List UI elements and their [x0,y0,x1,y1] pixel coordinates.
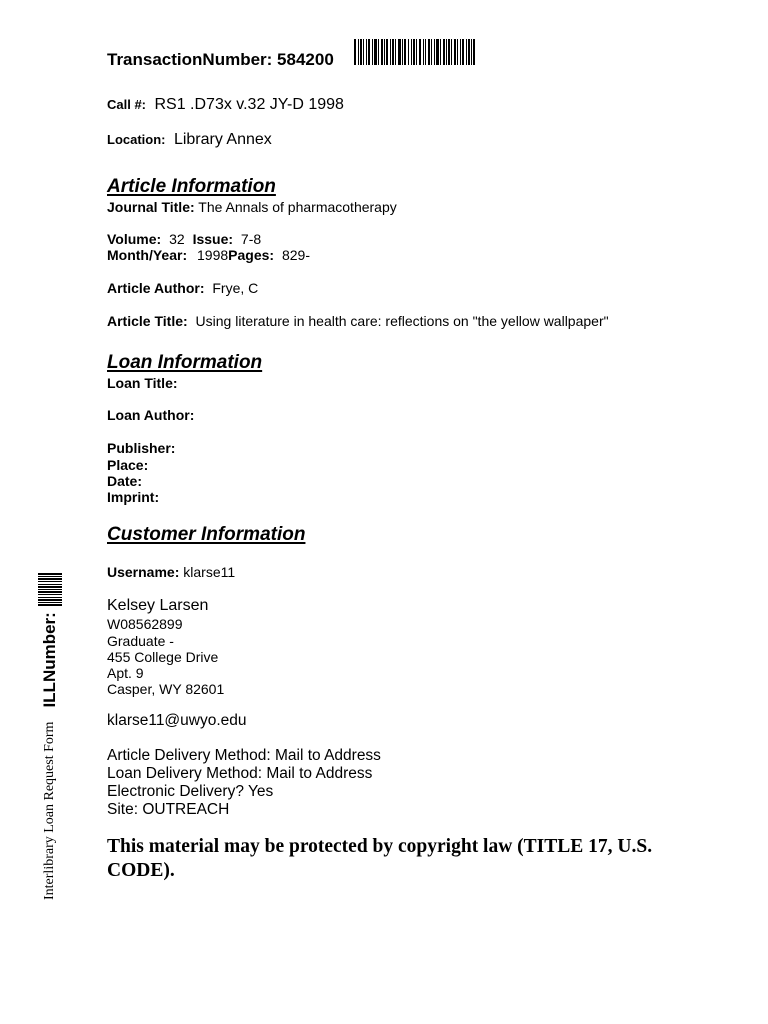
barcode-bar [38,591,62,593]
volume-issue-line [107,231,261,247]
barcode-bar [38,576,62,577]
barcode-bar [446,39,447,65]
barcode-bar [404,39,406,65]
article-title-line [107,313,609,329]
copyright-notice: This material may be protected by copyright law (TITLE 17, U.S. CODE). [107,836,653,881]
loan-delivery-method: Loan Delivery Method: Mail to Address [107,765,373,782]
barcode-bar [416,39,417,65]
barcode-bar [413,39,415,65]
transaction-barcode [354,39,516,65]
barcode-bar [38,594,62,595]
location-label: Location: [107,132,166,147]
customer-name: Kelsey Larsen [107,597,209,614]
article-author-label: Article Author: [107,280,205,296]
customer-email: klarse11@uwyo.edu [107,712,247,729]
barcode-bar [395,39,396,65]
address-line-2: Apt. 9 [107,665,144,681]
article-title-label: Article Title: [107,313,188,329]
barcode-bar [457,39,458,65]
barcode-bar [451,39,452,65]
barcode-bar [466,39,467,65]
publisher-label: Publisher: [107,440,176,456]
pages-value: 829- [281,247,311,263]
barcode-bar [363,39,364,65]
call-label: Call #: [107,97,147,112]
barcode-bar [390,39,391,65]
month-year-pages-line [107,247,310,263]
barcode-bar [38,604,62,606]
barcode-bar [384,39,385,65]
address-line-3: Casper, WY 82601 [107,681,225,697]
barcode-bar [473,39,475,65]
article-information-heading: Article Information [107,176,276,197]
month-year-value: 1998 [197,247,229,263]
barcode-bar [378,39,379,65]
customer-information-heading: Customer Information [107,524,306,545]
barcode-bar [38,584,62,585]
loan-information-heading: Loan Information [107,352,263,373]
username-label: Username: [107,564,180,580]
barcode-bar [38,578,62,580]
pages-label: Pages: [228,247,275,263]
barcode-bar [392,39,394,65]
volume-label: Volume: [107,231,162,247]
barcode-bar [428,39,430,65]
ill-number-barcode [38,570,62,606]
article-delivery-method: Article Delivery Method: Mail to Address [107,747,381,764]
volume-value: 32 [169,231,185,247]
username-value: klarse11 [183,564,236,580]
customer-status: Graduate - [107,633,174,649]
barcode-bar [471,39,472,65]
barcode-bar [38,597,62,598]
barcode-bar [372,39,373,65]
electronic-delivery: Electronic Delivery? Yes [107,783,274,800]
barcode-bar [366,39,367,65]
call-number: RS1 .D73x v.32 JY-D 1998 [154,96,344,113]
barcode-bar [411,39,412,65]
loan-author-label: Loan Author: [107,407,195,423]
barcode-bar [368,39,370,65]
journal-title-line [107,199,397,215]
side-label [38,570,62,900]
barcode-bar [434,39,435,65]
loan-title-label: Loan Title: [107,375,178,391]
barcode-bar [431,39,432,65]
article-author-line [107,280,258,296]
barcode-bar [38,581,62,582]
barcode-bar [38,602,62,603]
ill-number-label: ILLNumber: [40,612,59,708]
barcode-bar [425,39,426,65]
journal-title-label: Journal Title: [107,199,195,215]
barcode-bar [360,39,362,65]
transaction-label: TransactionNumber: [107,50,273,69]
barcode-bar [408,39,409,65]
site: Site: OUTREACH [107,801,230,818]
barcode-bar [460,39,461,65]
barcode-bar [38,586,62,588]
imprint-label: Imprint: [107,489,160,505]
barcode-bar [358,39,359,65]
article-author: Frye, C [212,280,259,296]
place-label: Place: [107,457,149,473]
barcode-bar [354,39,356,65]
customer-id: W08562899 [107,616,183,632]
barcode-bar [440,39,441,65]
username-line [107,564,235,580]
barcode-bar [423,39,424,65]
call-number-line [107,96,344,114]
location-line [107,131,272,149]
barcode-bar [38,599,62,601]
barcode-bar [398,39,401,65]
barcode-bar [436,39,439,65]
address-line-1: 455 College Drive [107,649,219,665]
barcode-bar [374,39,377,65]
journal-title: The Annals of pharmacotherapy [198,199,397,215]
transaction-number-line [107,50,334,70]
location-value: Library Annex [173,131,272,148]
form-name: Interlibrary Loan Request Form [42,721,57,900]
barcode-bar [386,39,388,65]
transaction-number: 584200 [277,50,334,69]
barcode-bar [443,39,445,65]
barcode-bar [419,39,421,65]
barcode-bar [381,39,383,65]
barcode-bar [468,39,470,65]
barcode-bar [38,589,62,590]
barcode-bar [448,39,450,65]
barcode-bar [462,39,464,65]
article-title: Using literature in health care: reflections on "the yellow wallpaper" [195,313,609,329]
issue-label: Issue: [192,231,234,247]
date-label: Date: [107,473,143,489]
barcode-bar [402,39,403,65]
barcode-bar [454,39,456,65]
month-year-label: Month/Year: [107,247,188,263]
issue-value: 7-8 [240,231,262,247]
barcode-bar [38,573,62,575]
